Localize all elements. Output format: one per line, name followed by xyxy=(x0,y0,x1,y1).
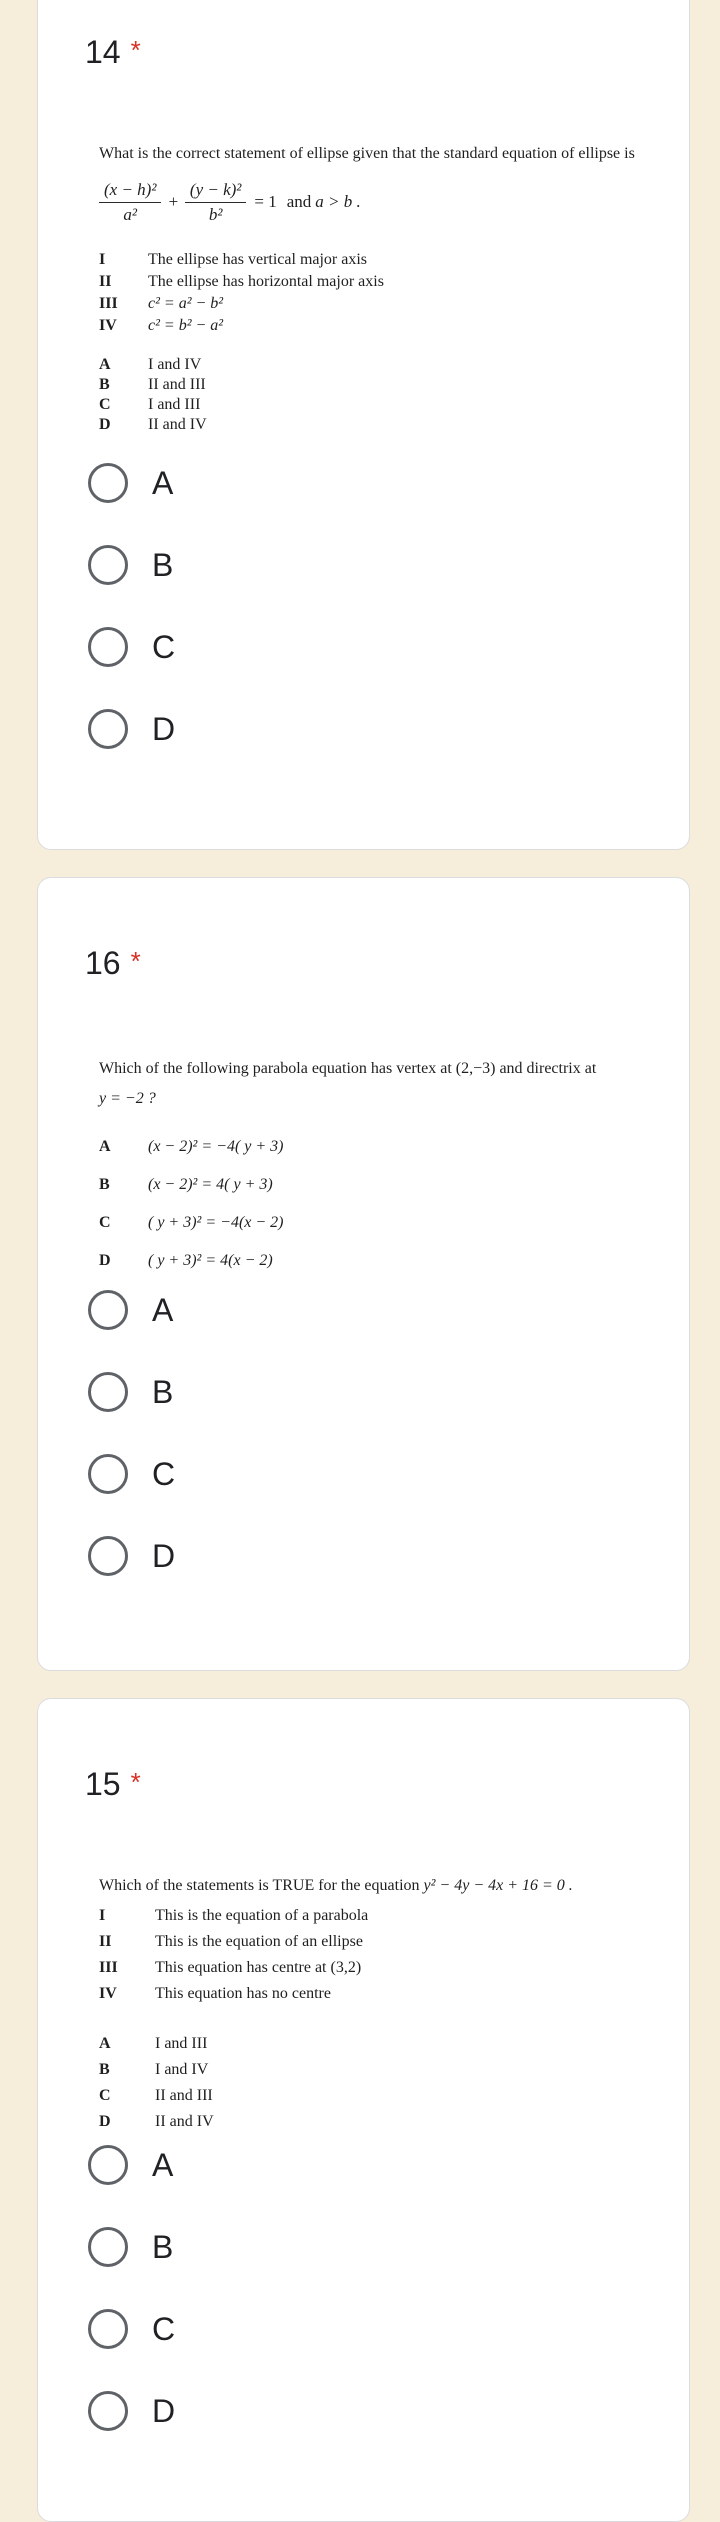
radio-option-b[interactable]: B xyxy=(88,1370,689,1414)
radio-button-icon[interactable] xyxy=(88,2391,128,2431)
question-text-line2: y = −2 ? xyxy=(99,1090,156,1107)
choice-list xyxy=(99,355,659,435)
radio-option-d[interactable]: D xyxy=(88,707,689,751)
fraction-1: $\frac{\text{(x − h)²}}{\text{a²}}$ xyxy=(99,180,161,225)
choice-c: C II and III xyxy=(99,2087,213,2104)
fraction-2: $\frac{\text{(y − k)²}}{\text{b²}}$ xyxy=(185,180,246,225)
statement-3: III c² = a² − b² xyxy=(99,295,224,312)
required-asterisk: * xyxy=(130,1767,141,1797)
required-asterisk: * xyxy=(130,946,141,976)
choice-d: D II and IV xyxy=(99,2113,214,2130)
statement-list xyxy=(99,249,659,337)
question-image xyxy=(99,143,659,435)
question-text: Which of the statements is TRUE for the equation y² − 4y − 4x + 16 = 0 . xyxy=(99,1877,573,1894)
question-image xyxy=(99,1875,659,2135)
choice-c: C I and III xyxy=(99,396,201,413)
statement-1: I This is the equation of a parabola xyxy=(99,1907,369,1924)
radio-option-c[interactable]: C xyxy=(88,1452,689,1496)
radio-button-icon[interactable] xyxy=(88,2227,128,2267)
inline-equation: y² − 4y − 4x + 16 = 0 . xyxy=(423,1877,573,1894)
radio-button-icon[interactable] xyxy=(88,545,128,585)
choice-a: A I and III xyxy=(99,2035,208,2052)
radio-button-icon[interactable] xyxy=(88,1454,128,1494)
choice-d: D II and IV xyxy=(99,416,207,433)
radio-option-a[interactable]: A xyxy=(88,1288,689,1332)
radio-option-c[interactable]: C xyxy=(88,2307,689,2351)
radio-option-b[interactable]: B xyxy=(88,543,689,587)
radio-option-d[interactable]: D xyxy=(88,1534,689,1578)
radio-button-icon[interactable] xyxy=(88,627,128,667)
radio-group-16 xyxy=(88,1288,689,1670)
statement-list xyxy=(99,1903,659,2007)
radio-button-icon[interactable] xyxy=(88,1290,128,1330)
statement-1: I The ellipse has vertical major axis xyxy=(99,251,368,268)
radio-button-icon[interactable] xyxy=(88,1536,128,1576)
radio-group-15 xyxy=(88,2143,689,2521)
question-card-15 xyxy=(37,1698,690,2522)
question-title xyxy=(38,0,689,73)
choice-d: D ( y + 3)² = 4(x − 2) xyxy=(99,1252,273,1269)
statement-2: II This is the equation of an ellipse xyxy=(99,1933,363,1950)
radio-option-a[interactable]: A xyxy=(88,461,689,505)
radio-option-d[interactable]: D xyxy=(88,2389,689,2433)
question-title xyxy=(38,1699,689,1805)
question-image xyxy=(99,1054,659,1272)
radio-option-a[interactable]: A xyxy=(88,2143,689,2187)
radio-option-b[interactable]: B xyxy=(88,2225,689,2269)
choice-c: C ( y + 3)² = −4(x − 2) xyxy=(99,1214,284,1231)
radio-option-c[interactable]: C xyxy=(88,625,689,669)
radio-button-icon[interactable] xyxy=(88,1372,128,1412)
plus-operator: + xyxy=(167,192,179,211)
choice-list xyxy=(99,2031,659,2135)
required-asterisk: * xyxy=(130,35,141,65)
radio-group-14 xyxy=(88,461,689,849)
question-title xyxy=(38,878,689,984)
question-number: 14 xyxy=(85,34,121,70)
condition: a > b . xyxy=(315,192,361,211)
statement-3: III This equation has centre at (3,2) xyxy=(99,1959,362,1976)
question-number: 16 xyxy=(85,945,121,981)
question-card-16 xyxy=(37,877,690,1671)
question-card-14 xyxy=(37,0,690,850)
radio-button-icon[interactable] xyxy=(88,463,128,503)
choice-b: B (x − 2)² = 4( y + 3) xyxy=(99,1176,273,1193)
choice-b: B II and III xyxy=(99,376,206,393)
question-text-line1: Which of the following parabola equation has vertex at (2,−3) and directrix at xyxy=(99,1060,597,1077)
radio-button-icon[interactable] xyxy=(88,709,128,749)
choice-a: A I and IV xyxy=(99,356,202,373)
statement-2: II The ellipse has horizontal major axis xyxy=(99,273,384,290)
choice-b: B I and IV xyxy=(99,2061,209,2078)
ellipse-equation xyxy=(99,173,659,231)
statement-4: IV c² = b² − a² xyxy=(99,317,224,334)
radio-button-icon[interactable] xyxy=(88,2145,128,2185)
radio-button-icon[interactable] xyxy=(88,2309,128,2349)
choice-list xyxy=(99,1136,659,1272)
question-number: 15 xyxy=(85,1766,121,1802)
choice-a: A (x − 2)² = −4( y + 3) xyxy=(99,1138,284,1155)
statement-4: IV This equation has no centre xyxy=(99,1985,331,2002)
equals-one: = 1 xyxy=(254,192,277,211)
conjunction: and xyxy=(286,192,312,211)
question-text: What is the correct statement of ellipse given that the standard equation of ellipse is xyxy=(99,145,635,162)
